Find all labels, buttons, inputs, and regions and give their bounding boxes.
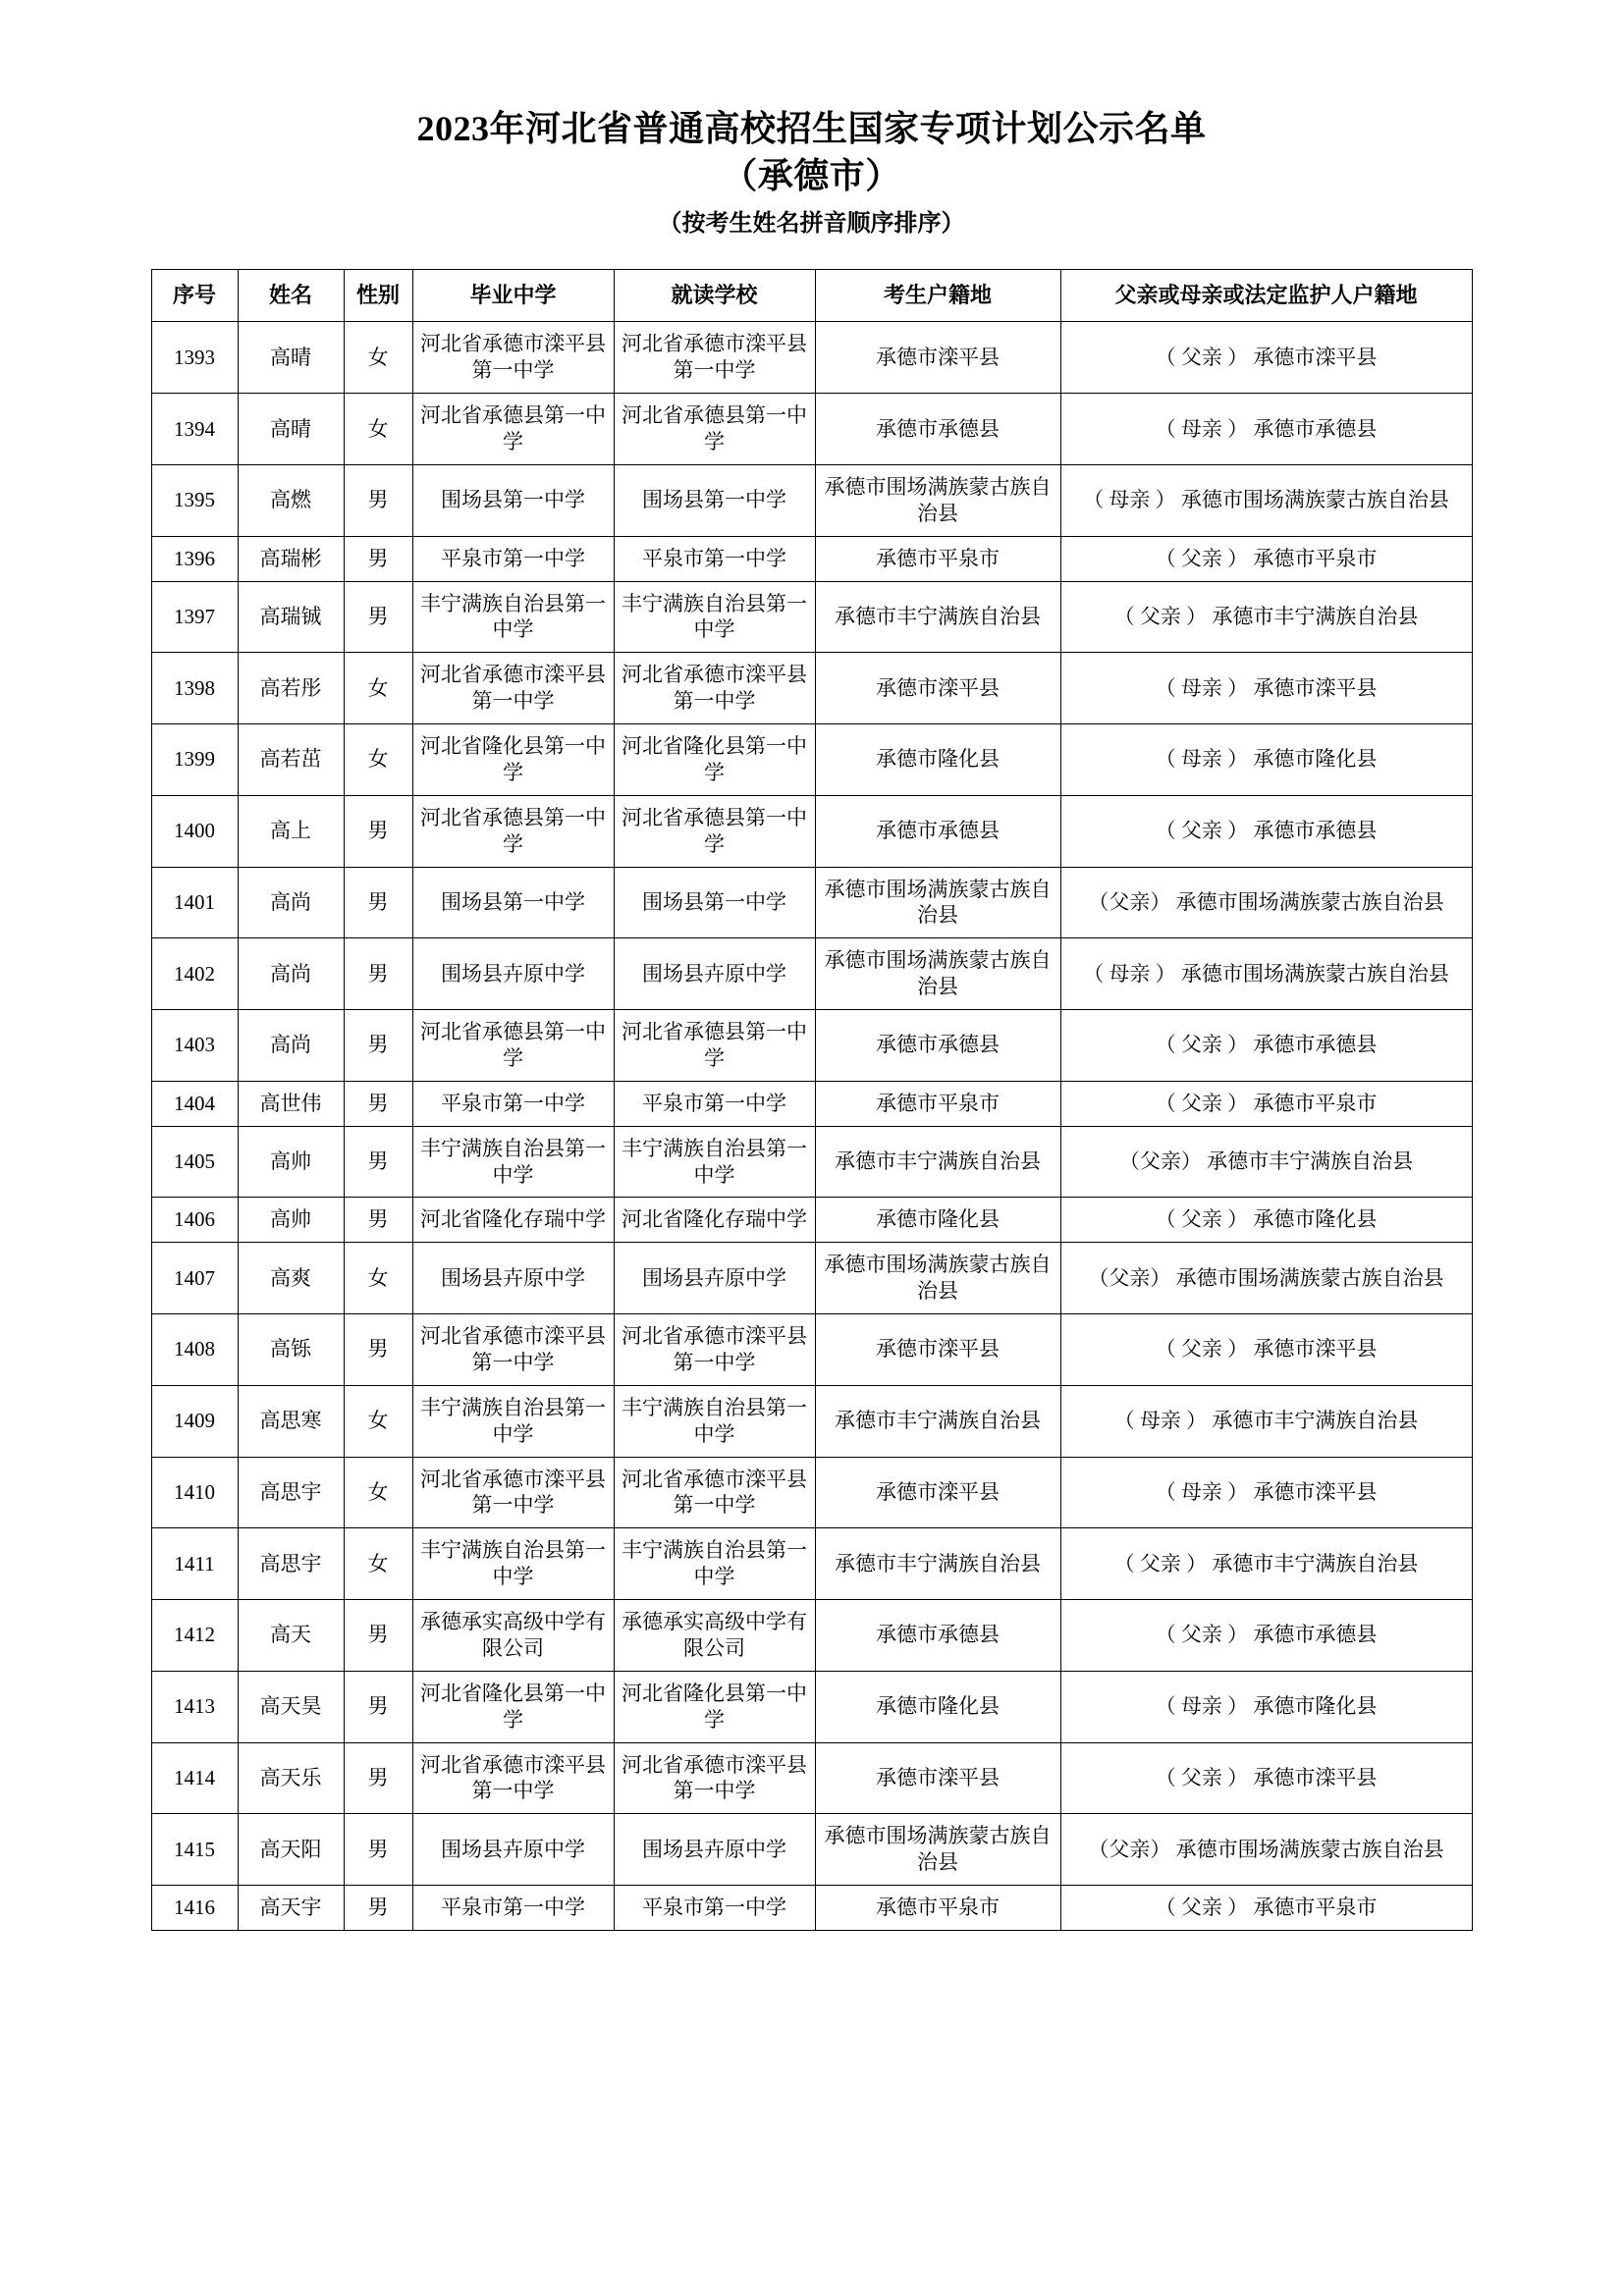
cell-name: 高瑞彬 (238, 536, 344, 581)
cell-graduate-school: 河北省承德县第一中学 (412, 394, 614, 465)
table-row (151, 536, 1472, 581)
column-header-graduate-school: 毕业中学 (412, 270, 614, 322)
table-header-row (151, 270, 1472, 322)
cell-gender: 男 (344, 795, 412, 867)
cell-household: 承德市承德县 (815, 795, 1060, 867)
cell-study-school: 承德承实高级中学有限公司 (614, 1600, 815, 1672)
cell-index: 1401 (151, 867, 238, 938)
cell-index: 1395 (151, 464, 238, 536)
cell-graduate-school: 河北省隆化县第一中学 (412, 724, 614, 796)
column-header-household: 考生户籍地 (815, 270, 1060, 322)
cell-gender: 女 (344, 1385, 412, 1457)
table-row (151, 394, 1472, 465)
cell-graduate-school: 围场县第一中学 (412, 464, 614, 536)
cell-name: 高铄 (238, 1314, 344, 1386)
cell-guardian-household: （父亲） 承德市围场满族蒙古族自治县 (1060, 867, 1472, 938)
cell-name: 高燃 (238, 464, 344, 536)
cell-gender: 女 (344, 653, 412, 724)
cell-index: 1394 (151, 394, 238, 465)
cell-index: 1414 (151, 1742, 238, 1814)
cell-guardian-household: （ 母亲 ） 承德市承德县 (1060, 394, 1472, 465)
cell-index: 1411 (151, 1528, 238, 1600)
cell-study-school: 丰宁满族自治县第一中学 (614, 1385, 815, 1457)
cell-gender: 男 (344, 1126, 412, 1198)
cell-household: 承德市承德县 (815, 1600, 1060, 1672)
column-header-guardian-household: 父亲或母亲或法定监护人户籍地 (1060, 270, 1472, 322)
cell-study-school: 平泉市第一中学 (614, 536, 815, 581)
cell-index: 1398 (151, 653, 238, 724)
cell-index: 1397 (151, 581, 238, 653)
table-row (151, 1671, 1472, 1742)
cell-graduate-school: 河北省隆化存瑞中学 (412, 1198, 614, 1243)
roster-table (151, 269, 1473, 1931)
table-row (151, 1081, 1472, 1126)
cell-study-school: 河北省承德市滦平县第一中学 (614, 1314, 815, 1386)
cell-household: 承德市围场满族蒙古族自治县 (815, 1814, 1060, 1886)
table-row (151, 1457, 1472, 1528)
cell-guardian-household: （ 父亲 ） 承德市承德县 (1060, 1600, 1472, 1672)
column-header-index: 序号 (151, 270, 238, 322)
cell-graduate-school: 平泉市第一中学 (412, 536, 614, 581)
cell-study-school: 河北省承德县第一中学 (614, 1010, 815, 1082)
cell-graduate-school: 河北省承德市滦平县第一中学 (412, 1742, 614, 1814)
page-subtitle: （承德市） (722, 155, 901, 195)
column-header-gender: 性别 (344, 270, 412, 322)
cell-guardian-household: （ 父亲 ） 承德市承德县 (1060, 1010, 1472, 1082)
cell-household: 承德市滦平县 (815, 322, 1060, 394)
cell-guardian-household: （ 母亲 ） 承德市滦平县 (1060, 1457, 1472, 1528)
cell-name: 高瑞铖 (238, 581, 344, 653)
cell-index: 1409 (151, 1385, 238, 1457)
cell-study-school: 围场县第一中学 (614, 867, 815, 938)
cell-study-school: 丰宁满族自治县第一中学 (614, 1528, 815, 1600)
cell-study-school: 平泉市第一中学 (614, 1886, 815, 1931)
cell-household: 承德市丰宁满族自治县 (815, 1528, 1060, 1600)
cell-graduate-school: 围场县卉原中学 (412, 938, 614, 1010)
page-title: 2023年河北省普通高校招生国家专项计划公示名单 (416, 109, 1207, 148)
cell-guardian-household: （ 父亲 ） 承德市平泉市 (1060, 1081, 1472, 1126)
cell-study-school: 河北省承德市滦平县第一中学 (614, 1457, 815, 1528)
cell-guardian-household: （ 父亲 ） 承德市丰宁满族自治县 (1060, 1528, 1472, 1600)
cell-household: 承德市丰宁满族自治县 (815, 1385, 1060, 1457)
cell-name: 高思宇 (238, 1457, 344, 1528)
cell-guardian-household: （ 父亲 ） 承德市丰宁满族自治县 (1060, 581, 1472, 653)
cell-gender: 男 (344, 1010, 412, 1082)
column-header-study-school: 就读学校 (614, 270, 815, 322)
table-row (151, 1385, 1472, 1457)
cell-graduate-school: 丰宁满族自治县第一中学 (412, 1528, 614, 1600)
cell-graduate-school: 河北省承德市滦平县第一中学 (412, 322, 614, 394)
cell-index: 1400 (151, 795, 238, 867)
cell-graduate-school: 围场县第一中学 (412, 867, 614, 938)
cell-graduate-school: 河北省承德市滦平县第一中学 (412, 1457, 614, 1528)
table-row (151, 1198, 1472, 1243)
cell-name: 高天 (238, 1600, 344, 1672)
cell-name: 高晴 (238, 322, 344, 394)
cell-study-school: 河北省承德市滦平县第一中学 (614, 322, 815, 394)
cell-study-school: 围场县卉原中学 (614, 938, 815, 1010)
table-row (151, 464, 1472, 536)
cell-household: 承德市滦平县 (815, 1314, 1060, 1386)
cell-graduate-school: 河北省承德县第一中学 (412, 1010, 614, 1082)
cell-household: 承德市围场满族蒙古族自治县 (815, 867, 1060, 938)
cell-study-school: 河北省隆化县第一中学 (614, 724, 815, 796)
cell-guardian-household: （父亲） 承德市围场满族蒙古族自治县 (1060, 1814, 1472, 1886)
cell-guardian-household: （ 母亲 ） 承德市滦平县 (1060, 653, 1472, 724)
table-row (151, 1314, 1472, 1386)
cell-study-school: 河北省隆化县第一中学 (614, 1671, 815, 1742)
cell-study-school: 河北省承德市滦平县第一中学 (614, 653, 815, 724)
table-row (151, 1886, 1472, 1931)
cell-graduate-school: 围场县卉原中学 (412, 1814, 614, 1886)
table-row (151, 581, 1472, 653)
cell-graduate-school: 丰宁满族自治县第一中学 (412, 581, 614, 653)
table-row (151, 1528, 1472, 1600)
cell-name: 高世伟 (238, 1081, 344, 1126)
cell-guardian-household: （ 父亲 ） 承德市隆化县 (1060, 1198, 1472, 1243)
cell-household: 承德市隆化县 (815, 724, 1060, 796)
cell-gender: 女 (344, 1457, 412, 1528)
cell-name: 高尚 (238, 867, 344, 938)
cell-gender: 女 (344, 1243, 412, 1314)
cell-household: 承德市隆化县 (815, 1671, 1060, 1742)
cell-graduate-school: 承德承实高级中学有限公司 (412, 1600, 614, 1672)
table-row (151, 1010, 1472, 1082)
cell-gender: 男 (344, 867, 412, 938)
cell-graduate-school: 河北省承德市滦平县第一中学 (412, 653, 614, 724)
cell-name: 高若茁 (238, 724, 344, 796)
cell-name: 高尚 (238, 938, 344, 1010)
cell-guardian-household: （父亲） 承德市丰宁满族自治县 (1060, 1126, 1472, 1198)
table-row (151, 1814, 1472, 1886)
cell-gender: 男 (344, 1671, 412, 1742)
table-row (151, 867, 1472, 938)
cell-gender: 男 (344, 1886, 412, 1931)
table-row (151, 724, 1472, 796)
cell-study-school: 河北省承德市滦平县第一中学 (614, 1742, 815, 1814)
cell-household: 承德市围场满族蒙古族自治县 (815, 938, 1060, 1010)
table-row (151, 1600, 1472, 1672)
cell-guardian-household: （ 母亲 ） 承德市隆化县 (1060, 724, 1472, 796)
table-row (151, 1243, 1472, 1314)
cell-gender: 女 (344, 1528, 412, 1600)
cell-guardian-household: （ 父亲 ） 承德市滦平县 (1060, 1314, 1472, 1386)
cell-household: 承德市隆化县 (815, 1198, 1060, 1243)
cell-guardian-household: （ 父亲 ） 承德市承德县 (1060, 795, 1472, 867)
cell-graduate-school: 丰宁满族自治县第一中学 (412, 1385, 614, 1457)
cell-index: 1408 (151, 1314, 238, 1386)
cell-household: 承德市滦平县 (815, 1457, 1060, 1528)
cell-guardian-household: （ 母亲 ） 承德市隆化县 (1060, 1671, 1472, 1742)
cell-graduate-school: 河北省隆化县第一中学 (412, 1671, 614, 1742)
cell-study-school: 围场县卉原中学 (614, 1243, 815, 1314)
cell-name: 高帅 (238, 1126, 344, 1198)
cell-household: 承德市平泉市 (815, 536, 1060, 581)
cell-study-school: 围场县卉原中学 (614, 1814, 815, 1886)
cell-guardian-household: （ 母亲 ） 承德市围场满族蒙古族自治县 (1060, 938, 1472, 1010)
cell-graduate-school: 河北省承德市滦平县第一中学 (412, 1314, 614, 1386)
cell-name: 高若彤 (238, 653, 344, 724)
table-row (151, 938, 1472, 1010)
cell-index: 1412 (151, 1600, 238, 1672)
cell-gender: 男 (344, 464, 412, 536)
cell-index: 1403 (151, 1010, 238, 1082)
cell-name: 高天宇 (238, 1886, 344, 1931)
cell-household: 承德市丰宁满族自治县 (815, 581, 1060, 653)
cell-gender: 女 (344, 724, 412, 796)
cell-index: 1404 (151, 1081, 238, 1126)
cell-study-school: 河北省承德县第一中学 (614, 795, 815, 867)
cell-graduate-school: 丰宁满族自治县第一中学 (412, 1126, 614, 1198)
table-row (151, 795, 1472, 867)
cell-guardian-household: （父亲） 承德市围场满族蒙古族自治县 (1060, 1243, 1472, 1314)
cell-name: 高帅 (238, 1198, 344, 1243)
cell-gender: 女 (344, 322, 412, 394)
cell-gender: 男 (344, 536, 412, 581)
title-block (128, 106, 1495, 240)
cell-guardian-household: （ 母亲 ） 承德市丰宁满族自治县 (1060, 1385, 1472, 1457)
cell-household: 承德市承德县 (815, 1010, 1060, 1082)
cell-household: 承德市平泉市 (815, 1886, 1060, 1931)
cell-index: 1399 (151, 724, 238, 796)
cell-guardian-household: （ 父亲 ） 承德市滦平县 (1060, 1742, 1472, 1814)
cell-name: 高思宇 (238, 1528, 344, 1600)
cell-index: 1405 (151, 1126, 238, 1198)
table-row (151, 1742, 1472, 1814)
cell-name: 高晴 (238, 394, 344, 465)
cell-index: 1396 (151, 536, 238, 581)
cell-gender: 男 (344, 581, 412, 653)
page-note: （按考生姓名拼音顺序排序） (658, 211, 965, 238)
cell-index: 1416 (151, 1886, 238, 1931)
cell-index: 1410 (151, 1457, 238, 1528)
cell-gender: 男 (344, 1600, 412, 1672)
cell-graduate-school: 平泉市第一中学 (412, 1081, 614, 1126)
cell-name: 高尚 (238, 1010, 344, 1082)
cell-graduate-school: 河北省承德县第一中学 (412, 795, 614, 867)
cell-household: 承德市承德县 (815, 394, 1060, 465)
cell-name: 高上 (238, 795, 344, 867)
table-row (151, 1126, 1472, 1198)
cell-household: 承德市平泉市 (815, 1081, 1060, 1126)
cell-guardian-household: （ 母亲 ） 承德市围场满族蒙古族自治县 (1060, 464, 1472, 536)
cell-household: 承德市丰宁满族自治县 (815, 1126, 1060, 1198)
cell-household: 承德市围场满族蒙古族自治县 (815, 464, 1060, 536)
cell-study-school: 丰宁满族自治县第一中学 (614, 1126, 815, 1198)
cell-index: 1402 (151, 938, 238, 1010)
table-row (151, 322, 1472, 394)
cell-household: 承德市滦平县 (815, 1742, 1060, 1814)
cell-household: 承德市滦平县 (815, 653, 1060, 724)
cell-name: 高天昊 (238, 1671, 344, 1742)
cell-name: 高天阳 (238, 1814, 344, 1886)
cell-study-school: 丰宁满族自治县第一中学 (614, 581, 815, 653)
cell-study-school: 平泉市第一中学 (614, 1081, 815, 1126)
cell-index: 1413 (151, 1671, 238, 1742)
cell-name: 高爽 (238, 1243, 344, 1314)
cell-guardian-household: （ 父亲 ） 承德市平泉市 (1060, 1886, 1472, 1931)
table-row (151, 653, 1472, 724)
cell-gender: 男 (344, 1198, 412, 1243)
cell-guardian-household: （ 父亲 ） 承德市平泉市 (1060, 536, 1472, 581)
cell-gender: 男 (344, 1814, 412, 1886)
cell-gender: 男 (344, 1742, 412, 1814)
cell-study-school: 河北省隆化存瑞中学 (614, 1198, 815, 1243)
column-header-name: 姓名 (238, 270, 344, 322)
cell-guardian-household: （ 父亲 ） 承德市滦平县 (1060, 322, 1472, 394)
cell-household: 承德市围场满族蒙古族自治县 (815, 1243, 1060, 1314)
cell-study-school: 围场县第一中学 (614, 464, 815, 536)
cell-gender: 男 (344, 1314, 412, 1386)
cell-study-school: 河北省承德县第一中学 (614, 394, 815, 465)
cell-graduate-school: 围场县卉原中学 (412, 1243, 614, 1314)
cell-gender: 男 (344, 1081, 412, 1126)
cell-gender: 男 (344, 938, 412, 1010)
cell-index: 1415 (151, 1814, 238, 1886)
cell-name: 高思寒 (238, 1385, 344, 1457)
cell-index: 1407 (151, 1243, 238, 1314)
cell-index: 1406 (151, 1198, 238, 1243)
cell-graduate-school: 平泉市第一中学 (412, 1886, 614, 1931)
cell-name: 高天乐 (238, 1742, 344, 1814)
cell-gender: 女 (344, 394, 412, 465)
cell-index: 1393 (151, 322, 238, 394)
